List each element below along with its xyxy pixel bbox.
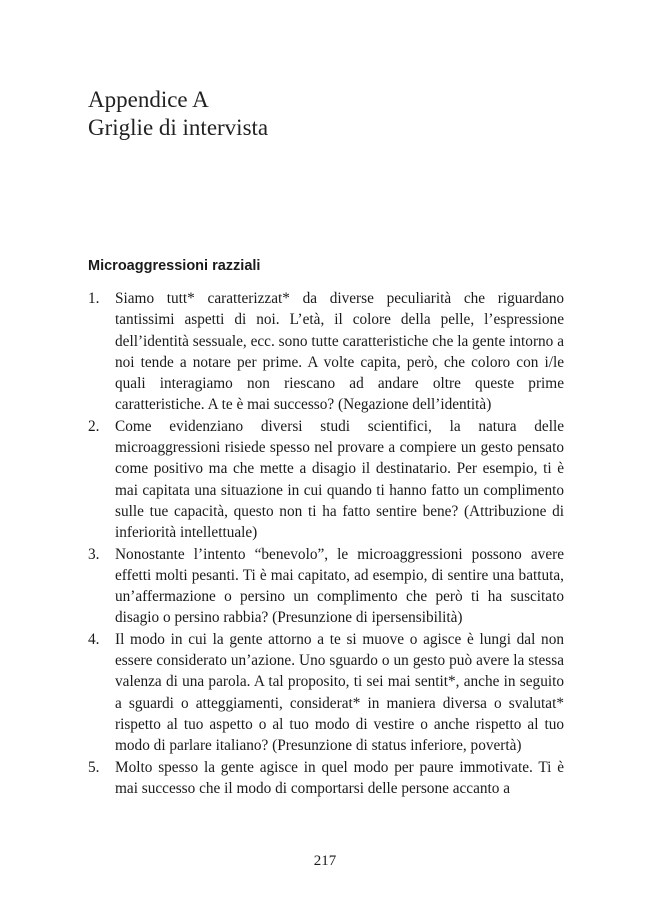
question-item (88, 416, 564, 544)
question-item (88, 629, 564, 757)
chapter-label: Appendice A (88, 87, 209, 112)
question-text: Molto spesso la gente agisce in quel modo per paure immotivate. Ti è mai successo che il modo di comportarsi delle persone accanto a (115, 758, 564, 797)
question-text: Nonostante l’intento “benevolo”, le microaggressioni possono avere effetti molti pesanti. Ti è mai capitato, ad esempio, di sentire una battuta, un’affermazione o persino un complimento che però ti ha suscitato disagio o persino rabbia? (Presunzione di ipersensibilità) (115, 545, 564, 627)
question-item (88, 288, 564, 416)
question-item (88, 544, 564, 629)
question-item (88, 757, 564, 800)
page-number: 217 (313, 853, 337, 869)
question-text: Il modo in cui la gente attorno a te si muove o agisce è lungi dal non essere considerato un’azione. Uno sguardo o un gesto può avere la stessa valenza di una parola. A tal proposito, ti sei mai sentit*, anche in seguito a sguardi o atteggiamenti, considerat* in maniera diversa o svalutat* rispetto al tuo aspetto o al tuo modo di vestire o anche rispetto al tuo modo di parlare italiano? (Presunzione di status inferiore, povertà) (115, 630, 564, 755)
question-number: 3. (88, 545, 100, 563)
question-text: Siamo tutt* caratterizzat* da diverse peculiarità che riguardano tantissimi aspetti di noi. L’età, il colore della pelle, l’espressione dell’identità sessuale, ecc. sono tutte caratteristiche che la gente intorno a noi tende a notare per prime. A volte capita, però, che coloro con i/le quali interagiamo non riescano ad andare oltre queste prime caratteristiche. A te è mai successo? (Negazione dell’identità) (115, 290, 564, 414)
question-number: 2. (88, 417, 100, 435)
question-number: 1. (88, 290, 100, 307)
question-number: 4. (88, 630, 100, 648)
section-title: Microaggressioni razziali (88, 258, 261, 274)
question-text: Come evidenziano diversi studi scientifici, la natura delle microaggressioni risiede spesso nel provare a compiere un gesto pensato come positivo ma che mette a disagio il destinatario. Per esempio, ti è mai capitata una situazione in cui quando ti hanno fatto un complimento sulle tue capacità, questo non ti ha fatto sentire bene? (Attribuzione di inferiorità intellettuale) (115, 417, 564, 542)
chapter-title: Griglie di intervista (88, 115, 269, 140)
chapter-heading (88, 86, 268, 142)
question-number: 5. (88, 758, 100, 776)
question-list (88, 288, 564, 799)
